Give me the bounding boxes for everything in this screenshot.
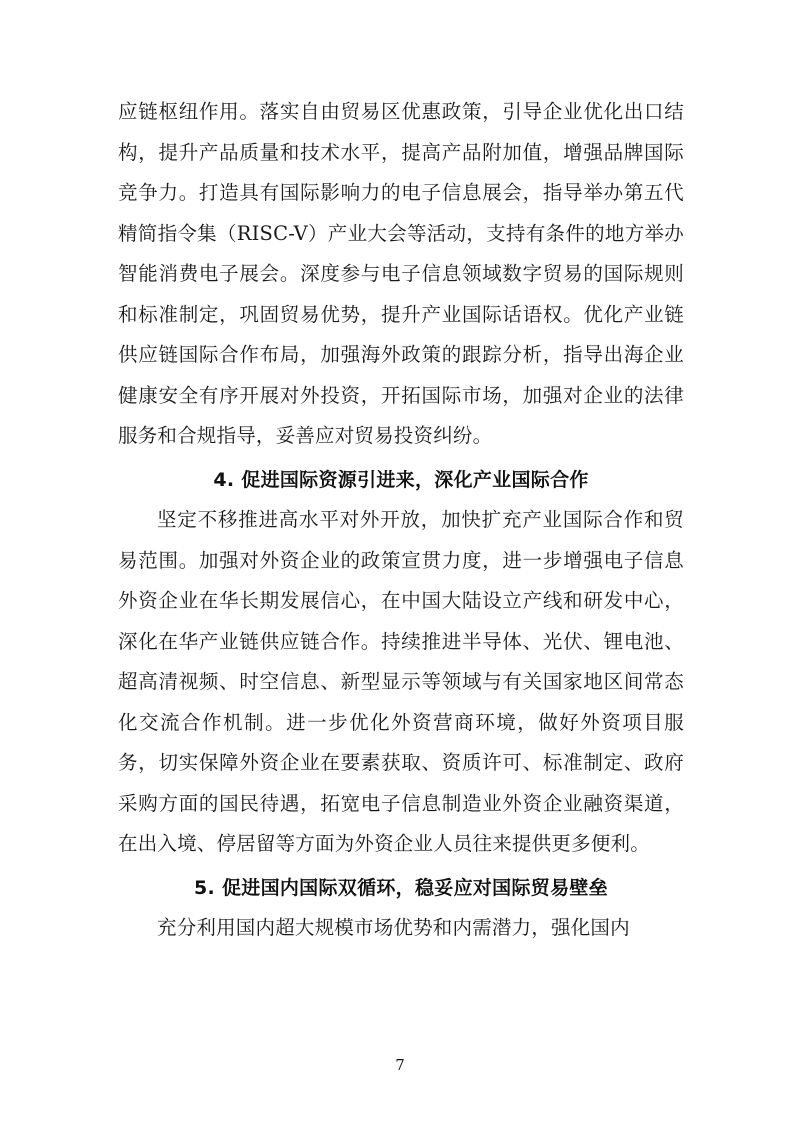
page-number: 7 xyxy=(395,1056,405,1074)
section-heading-5: 5. 促进国内国际双循环，稳妥应对国际贸易壁垒 xyxy=(194,876,608,899)
body-paragraph: 应链枢纽作用。落实自由贸易区优惠政策，引导企业优化出口结构，提升产品质量和技术水平，提高产品附加值，增强品牌国际竞争力。打造具有国际影响力的电子信息展会，指导举办第五代精简指令集（RISC-V）产业大会等活动，支持有条件的地方举办智能消费电子展会。深度参与电子信息领域数字贸易的国际规则和标准制定，巩固贸易优势，提升产业国际话语权。优化产业链供应链国际合作布局，加强海外政策的跟踪分析，指导出海企业健康安全有序开展对外投资，开拓国际市场，加强对企业的法律服务和合规指导，妥善应对贸易投资纠纷。 xyxy=(118,100,684,447)
page-content xyxy=(118,92,684,949)
section-heading-4: 4. 促进国际资源引进来，深化产业国际合作 xyxy=(213,468,589,491)
body-paragraph: 充分利用国内超大规模市场优势和内需潜力，强化国内 xyxy=(157,916,630,939)
body-paragraph: 坚定不移推进高水平对外开放，加快扩充产业国际合作和贸易范围。加强对外资企业的政策宣贯力度，进一步增强电子信息外资企业在华长期发展信心，在中国大陆设立产线和研发中心，深化在华产业链供应链合作。持续推进半导体、光伏、锂电池、超高清视频、时空信息、新型显示等领域与有关国家地区间常态化交流合作机制。进一步优化外资营商环境，做好外资项目服务，切实保障外资企业在要素获取、资质许可、标准制定、政府采购方面的国民待遇，拓宽电子信息制造业外资企业融资渠道，在出入境、停居留等方面为外资企业人员往来提供更多便利。 xyxy=(118,508,684,855)
